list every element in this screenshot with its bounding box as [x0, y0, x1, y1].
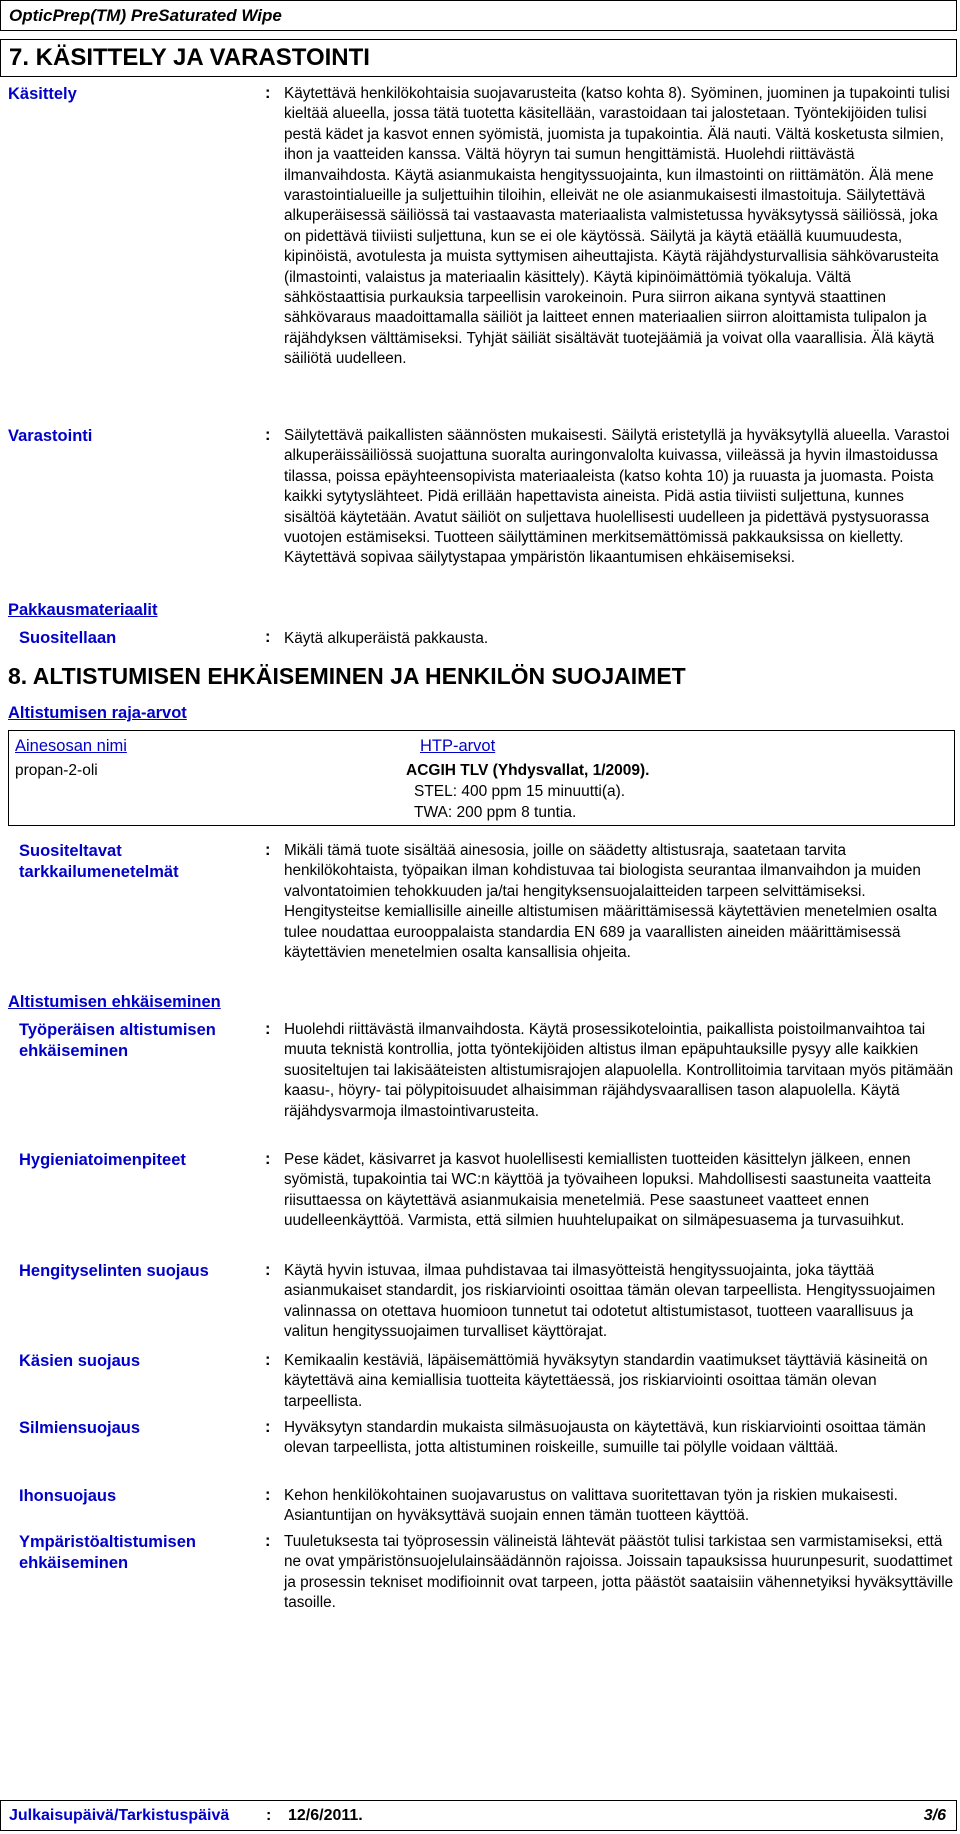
recommended-text: Käytä alkuperäistä pakkausta.	[284, 630, 489, 647]
page-number: 3/6	[923, 1807, 946, 1824]
hygiene-label: Hygieniatoimenpiteet	[19, 1151, 186, 1169]
hygiene-text: Pese kädet, käsivarret ja kasvot huolellisesti kemiallisten tuotteiden käsittelyn jälkeen, ennen syömistä, tupakointia tai WC:n käyttöä ja työvaiheen lopuksi. Mahdollisesti saastuneita vaatteita riisuttaessa on käytettävä asianmukaisia menetelmiä. Pese saastuneet vaatteet ennen uudelleenkäyttöä. Varmista, että silmien huuhtelupaikat on silmäpesuasema ja turvasuihkut.	[284, 1151, 932, 1230]
monitoring-text: Mikäli tämä tuote sisältää ainesosia, joille on säädetty altistusraja, saatetaan tarvita henkilökohtaista, työpaikan ilman kohdistuvaa tai biologista seurantaa ilmanvaihdon ja muiden valvontatoimien tehokkuuden ja/tai hengityksensuojalaitteiden tarpeen selvittämiseksi. Hengitysteitse kemiallisille aineille altistumisen määrittämisessä käytettävien menetelmien osalta tulee noudattaa eurooppalaista standardia EN 689 ja vaarallisten aineiden määrittämisessä käytettävien menetelmien osalta kansallisia ohjeita.	[284, 842, 937, 962]
environmental-label: Ympäristöaltistumisen ehkäiseminen	[19, 1533, 196, 1572]
section-8-header	[0, 660, 957, 694]
respiratory-label: Hengityselinten suojaus	[19, 1262, 209, 1280]
handling-text: Käytettävä henkilökohtaisia suojavarusteita (katso kohta 8). Syöminen, juominen ja tupakointi tulisi kieltää alueella, jossa tätä tuotetta käsitellään, varastoidaan tai jalostetaan. Työntekijöiden tulisi pestä kädet ja kasvot ennen syömistä, juomista ja tupakointia. Älä nauti. Vältä kosketusta silmien, ihon ja vaatteiden kanssa. Vältä höyryn tai sumun hengittämistä. Huolehdi riittävästä ilmanvaihdosta. Käytä asianmukaista hengityssuojainta, kun ilmastointi on riittämätön. Älä mene varastointialueille ja suljettuihin tiloihin, elleivät ne ole asianmukaisesti ilmastoituja. Säilytettävä alkuperäisessä säiliössä tai vastaavasta materiaalista valmistetussa hyväksytyssä säiliössä, joka on pidettävä tiiviisti suljettuna, kun se ei ole käytössä. Säilytä ja käytä etäällä kuumuudesta, kipinöistä, avotulesta ja muista syttymisen aiheuttajista. Käytä räjähdysturvallisia sähkövarusteita (ilmastointi, valaistus ja materiaalin käsittely). Käytä kipinöimättömiä työkaluja. Vältä sähköstaattisia purkauksia tarpeellisin varokeinoin. Pura siirron aikana syntyvä staattinen sähkövaraus maadoittamalla säiliöt ja laitteet ennen materiaalien siirron aloittamista tulipalon ja räjähdyksen välttämiseksi. Tyhjät säiliät sisältävät tuotejäämiä ja voivat olla vaarallisia. Älä käytä säiliötä uudelleen.	[284, 85, 950, 368]
date-label: Julkaisupäivä/Tarkistuspäivä	[9, 1807, 230, 1824]
section-7-header	[0, 39, 957, 77]
eyes-text: Hyväksytyn standardin mukaista silmäsuojausta on käytettävä, kun riskiarviointi osoittaa tämän olevan tarpeellista, jotta altistuminen roiskeille, sumuille tai pölylle voidaan välttää.	[284, 1419, 926, 1457]
handling-label: Käsittely	[8, 85, 77, 103]
component-column-header: Ainesosan nimi	[15, 737, 127, 755]
section-8-title: 8. ALTISTUMISEN EHKÄISEMINEN JA HENKILÖN SUOJAIMET	[8, 663, 686, 689]
packaging-label: Pakkausmateriaalit	[8, 601, 158, 619]
skin-label: Ihonsuojaus	[19, 1487, 117, 1505]
exposure-limits-table	[8, 730, 955, 826]
eyes-label: Silmiensuojaus	[19, 1419, 141, 1437]
respiratory-text: Käytä hyvin istuvaa, ilmaa puhdistavaa tai ilmasyötteistä hengityssuojainta, joka täyttää asianmukaiset standardit, jos riskiarviointi osoittaa tämän olevan tarpeellista. Hengityssuojaimen valinnassa on otettava huomioon tunnetut tai odotetut altistumistasot, tuotteen vaarallisuus ja valitun hengityssuojaimen turvalliset käyttörajat.	[284, 1262, 936, 1341]
stel-limit: STEL: 400 ppm 15 minuutti(a).	[414, 783, 626, 800]
occupational-label: Työperäisen altistumisen ehkäiseminen	[19, 1021, 216, 1060]
hands-text: Kemikaalin kestäviä, läpäisemättömiä hyväksytyn standardin vaatimukset täyttäviä käsineitä on käytettävä aina kemiallisia tuotteita käytettäessä, jos riskiarviointi osoittaa tämän olevan tarpeellista.	[284, 1352, 928, 1410]
htp-column-header: HTP-arvot	[420, 737, 496, 755]
environmental-text: Tuuletuksesta tai työprosessin välineistä lähtevät päästöt tulisi tarkistaa sen varmistamiseksi, että ne ovat ympäristönsuojelulainsäädännön rajoissa. Joissain tapauksissa huurunpesurit, suodattimet ja prosessin tekniset modifioinnit ovat tarpeen, jotta päästöt saataisiin vähennetyiksi hyväksyttäville tasoille.	[284, 1533, 954, 1612]
product-title: OpticPrep(TM) PreSaturated Wipe	[9, 6, 282, 25]
twa-limit: TWA: 200 ppm 8 tuntia.	[414, 804, 577, 821]
storage-text: Säilytettävä paikallisten säännösten mukaisesti. Säilytä eristetyllä ja hyväksytyllä alueella. Varastoi alkuperäissäiliössä suojattuna suoralta auringonvalolta kuivassa, viileässä ja hyvin ilmastoidussa tilassa, poissa epäyhteensopivista materiaaleista (katso kohta 10) ja ruuasta ja juomasta. Poista kaikki sytytyslähteet. Pidä erillään hapettavista aineista. Pidä astia tiiviisti suljettuna, kunnes sisältöä käytetään. Avatut säiliöt on suljettava huolellisesti uudelleen ja pidettävä pystysuorassa vuotojen estämiseksi. Tuotteen säilyttäminen merkitsemättömissä pakkauksissa on kielletty. Käytettävä sopivaa säilytystapaa ympäristön likaantumisen ehkäisemiseksi.	[284, 427, 950, 567]
acgih-limit: ACGIH TLV (Yhdysvallat, 1/2009).	[406, 762, 650, 779]
exposure-limits-label: Altistumisen raja-arvot	[8, 704, 187, 722]
section-7-title: 7. KÄSITTELY JA VARASTOINTI	[9, 44, 370, 71]
occupational-text: Huolehdi riittävästä ilmanvaihdosta. Käytä prosessikotelointia, paikallista poistoilmanvaihtoa tai muuta teknistä kontrollia, jotta työntekijöiden altistus ilman epäpuhtauksille pysyy alle kaikkien suositeltujen tai lakisääteisten altistumisrajojen alapuolella. Kontrollitoimia tarvitaan myös pitämään kaasu-, höyry- tai pölypitoisuudet alhaisimman räjähdysvaarallisen tason alapuolella. Käytä räjähdysvarmoja ilmastointivarusteita.	[284, 1021, 954, 1120]
issue-date: 12/6/2011.	[288, 1807, 363, 1824]
recommended-label: Suositellaan	[19, 629, 117, 647]
date-colon: :	[266, 1807, 272, 1824]
monitoring-label: Suositeltavat tarkkailumenetelmät	[19, 842, 179, 881]
hands-label: Käsien suojaus	[19, 1352, 141, 1370]
document-header	[0, 0, 957, 31]
skin-text: Kehon henkilökohtainen suojavarustus on valittava suoritettavan työn ja riskien mukaisesti. Asiantuntijan on hyväksyttävä suojain ennen tämän tuotteen käyttöä.	[284, 1487, 898, 1525]
document-footer	[0, 1800, 957, 1831]
exposure-controls-label: Altistumisen ehkäiseminen	[8, 993, 221, 1011]
storage-label: Varastointi	[8, 427, 93, 445]
component-name: propan-2-oli	[15, 762, 98, 779]
